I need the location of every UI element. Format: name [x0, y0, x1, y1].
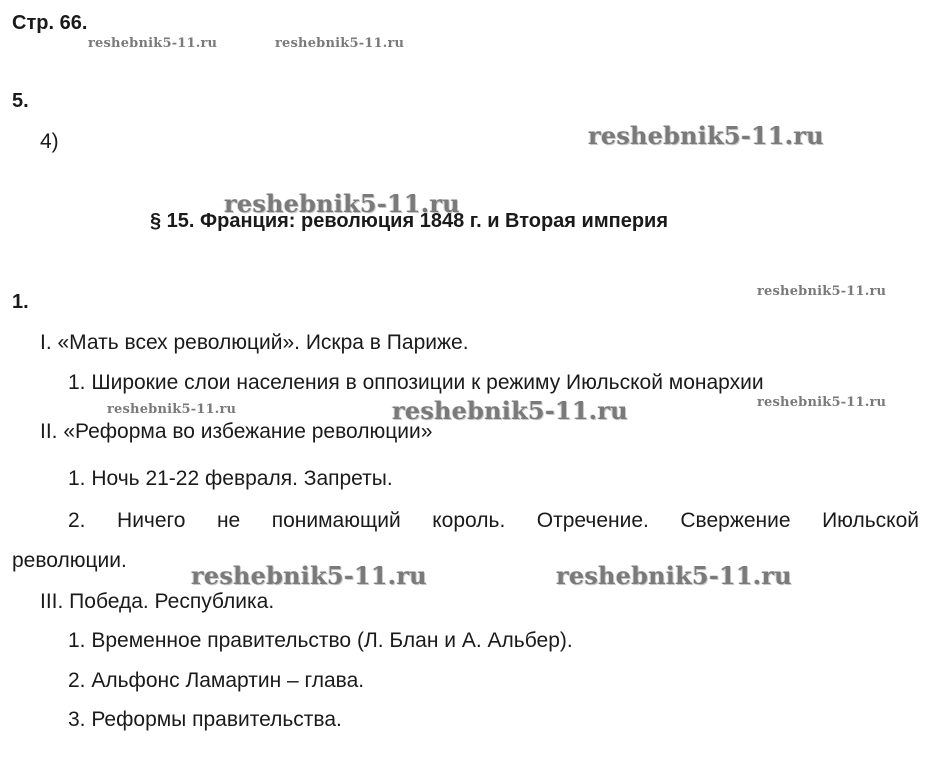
watermark: reshebnik5-11.ru [191, 561, 427, 590]
watermark: reshebnik5-11.ru [757, 284, 887, 299]
plan-part-1-title: I. «Мать всех революций». Искра в Париже. [40, 331, 469, 354]
watermark: reshebnik5-11.ru [588, 121, 824, 150]
plan-part-2-item-1: 1. Ночь 21-22 февраля. Запреты. [68, 467, 393, 490]
watermark: reshebnik5-11.ru [224, 189, 460, 218]
watermark: reshebnik5-11.ru [88, 36, 218, 51]
watermark: reshebnik5-11.ru [757, 395, 887, 410]
plan-part-3-item-2: 2. Альфонс Ламартин – глава. [68, 669, 365, 692]
watermark: reshebnik5-11.ru [275, 36, 405, 51]
plan-part-2-item-2-line-1: 2. Ничего не понимающий король. Отречение. Свержение Июльской [68, 509, 919, 532]
watermark: reshebnik5-11.ru [392, 396, 628, 425]
plan-part-1-item-1: 1. Широкие слои населения в оппозиции к режиму Июльской монархии [68, 371, 764, 394]
watermark: reshebnik5-11.ru [107, 402, 237, 417]
section-heading: § 15. Франция: революция 1848 г. и Вторая империя [150, 210, 669, 232]
plan-part-3-item-1: 1. Временное правительство (Л. Блан и А. Альбер). [68, 629, 573, 652]
page-label: Стр. 66. [12, 12, 88, 34]
task-5-answer: 4) [40, 130, 59, 153]
plan-part-3-item-3: 3. Реформы правительства. [68, 708, 342, 731]
plan-part-3-title: III. Победа. Республика. [40, 590, 275, 613]
plan-part-2-item-2-line-2: революции. [12, 549, 127, 572]
plan-part-2-title: II. «Реформа во избежание революции» [40, 420, 433, 443]
task-1-number: 1. [12, 291, 29, 313]
task-5-number: 5. [12, 90, 29, 112]
watermark: reshebnik5-11.ru [556, 561, 792, 590]
